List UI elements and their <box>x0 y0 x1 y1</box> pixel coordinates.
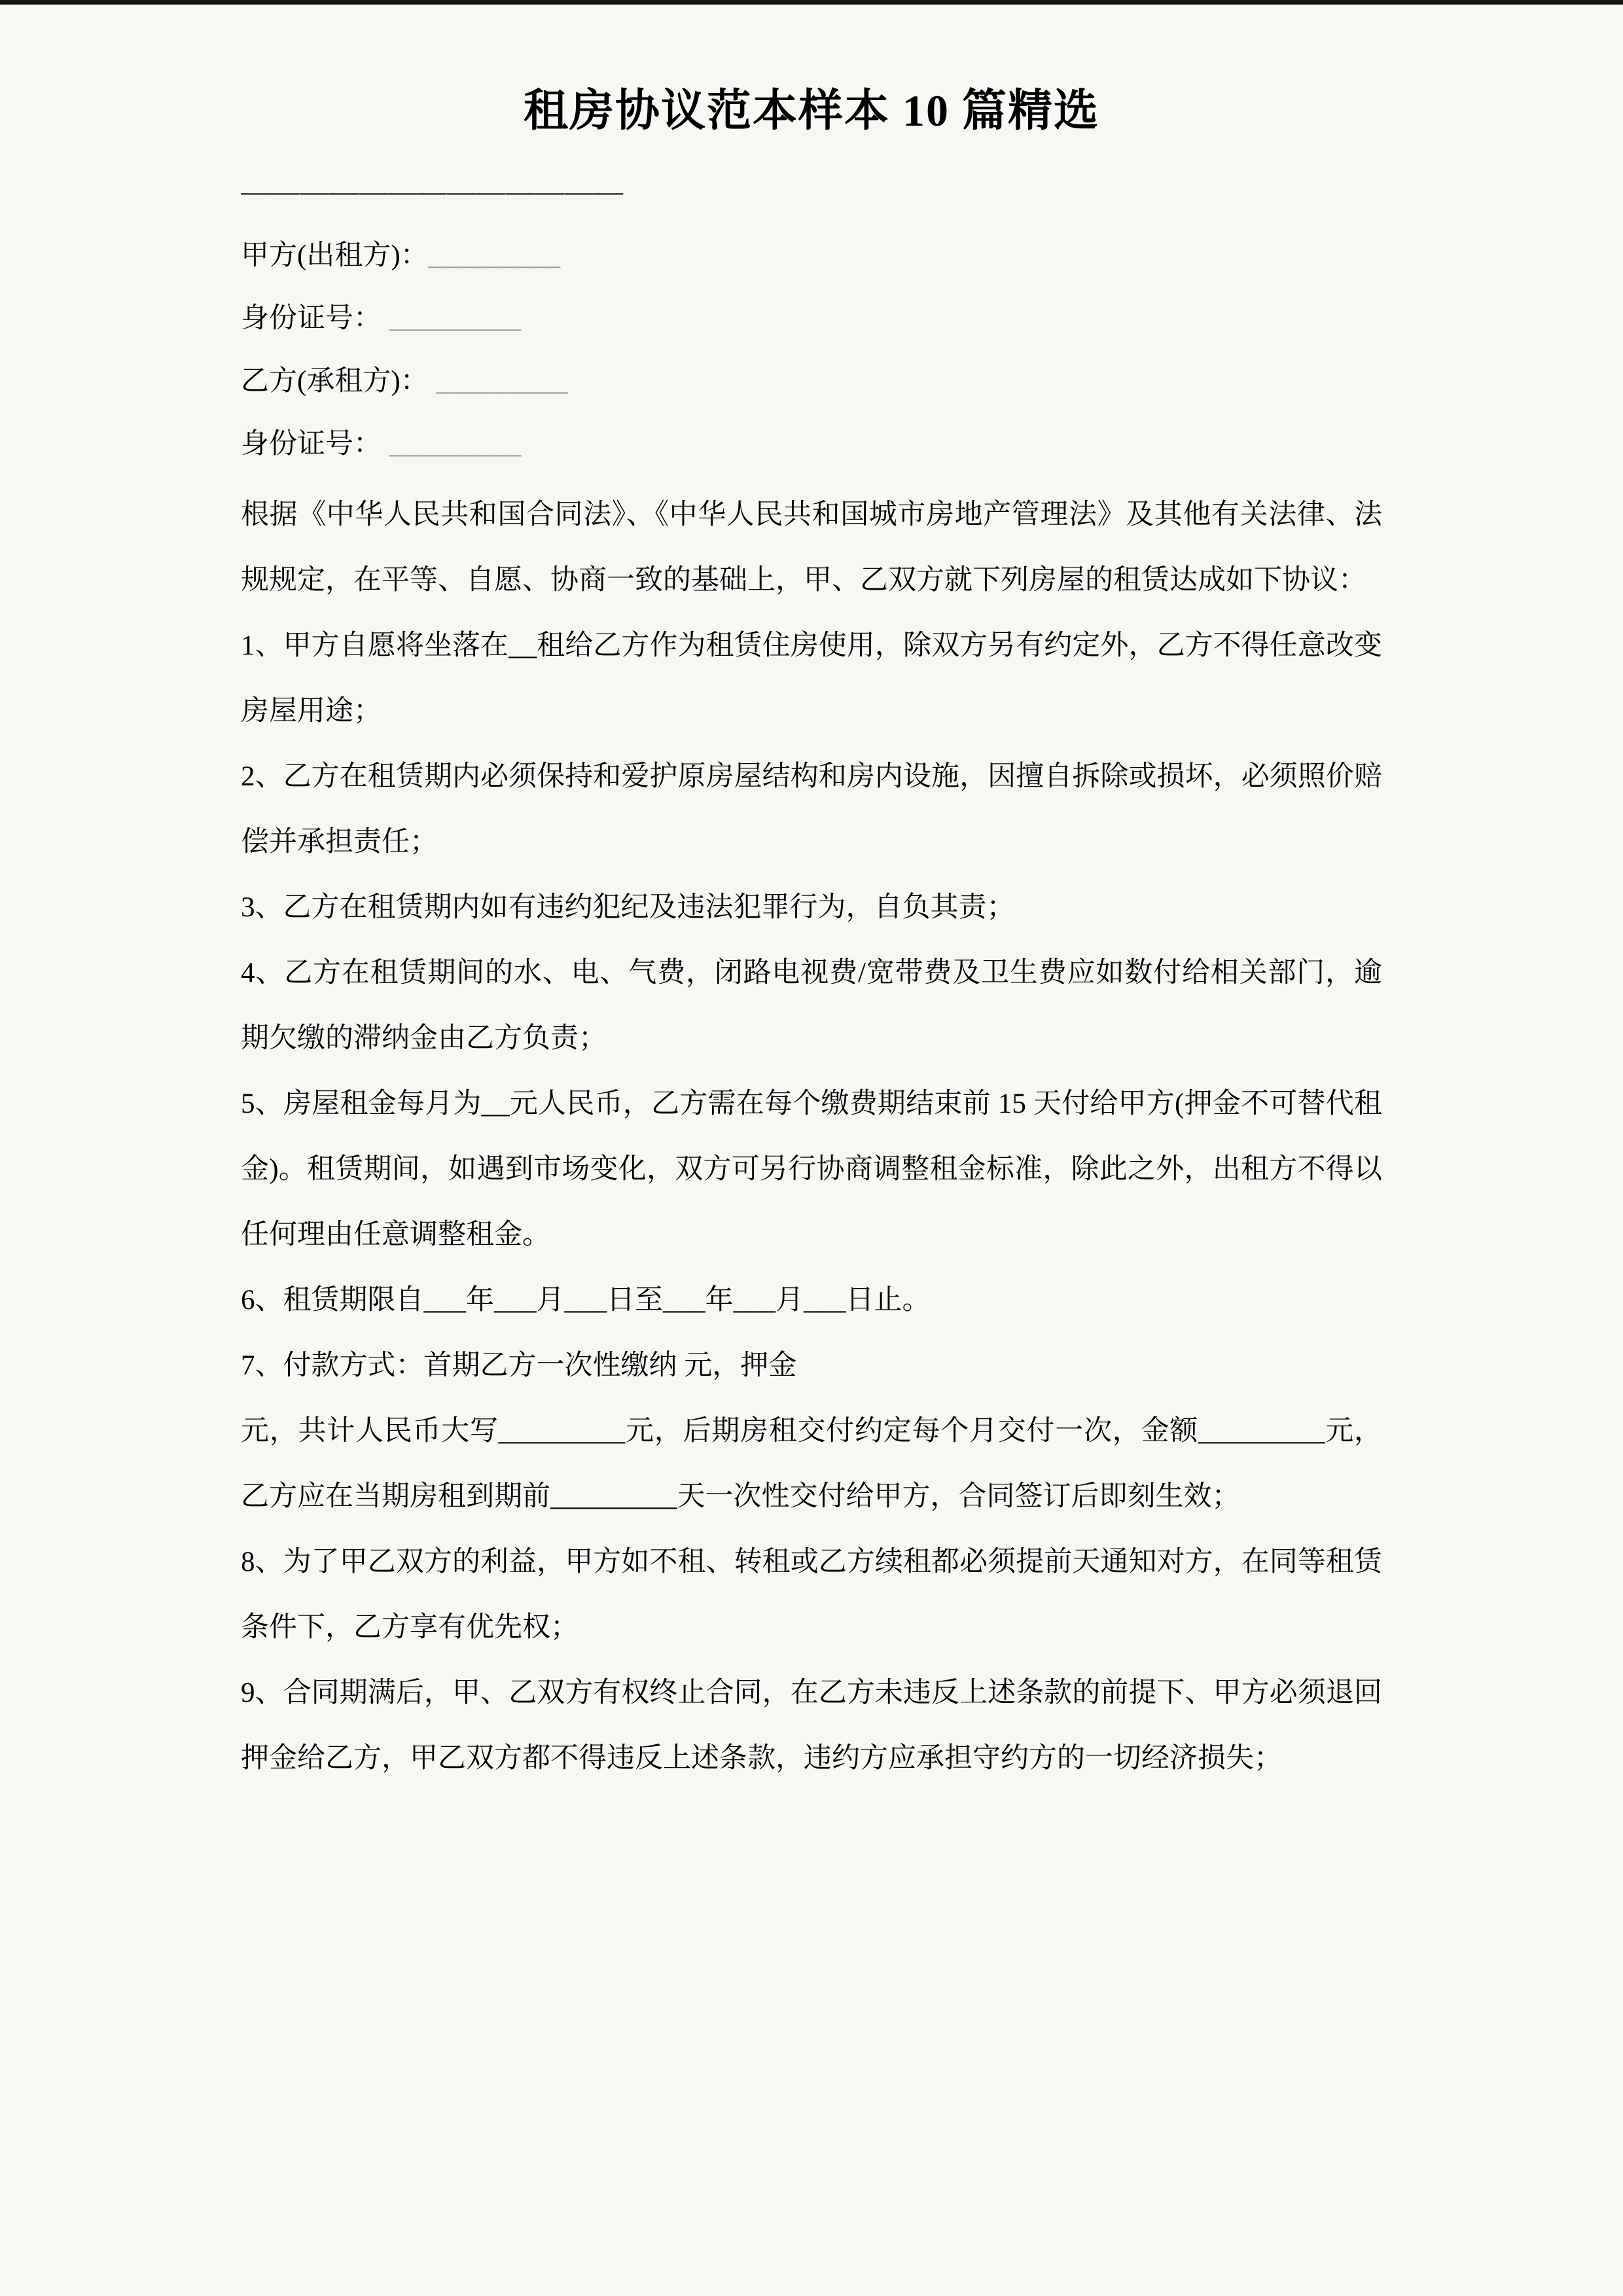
field-row-party-b <box>241 350 1382 413</box>
paragraph-intro: 根据《中华人民共和国合同法》、《中华人民共和国城市房地产管理法》及其他有关法律、法规规定，在平等、自愿、协商一致的基础上，甲、乙双方就下列房屋的租赁达成如下协议： <box>241 499 1382 596</box>
document-title: 租房协议范本样本 10 篇精选 <box>523 86 1099 135</box>
field-blank-id-b: _________ <box>382 429 522 460</box>
paragraph-clause-2: 2、乙方在租赁期内必须保持和爱护原房屋结构和房内设施，因擅自拆除或损坏，必须照价赔偿并承担责任； <box>241 761 1382 858</box>
paragraph-clause-5: 5、房屋租金每月为__元人民币，乙方需在每个缴费期结束前 15 天付给甲方(押金不可替代租金)。租赁期间，如遇到市场变化，双方可另行协商调整租金标准，除此之外，出租方不得以任何理由任意调整租金。 <box>241 1088 1382 1251</box>
field-label-id-b: 身份证号： <box>241 429 382 460</box>
paragraph-clause-7: 7、付款方式：首期乙方一次性缴纳 元，押金 <box>241 1350 797 1382</box>
field-row-party-a <box>241 224 1382 287</box>
field-label-party-b: 乙方(承租方)： <box>241 366 429 397</box>
field-blank-party-b: _________ <box>428 366 569 397</box>
paragraph-clause-8: 8、为了甲乙双方的利益，甲方如不租、转租或乙方续租都必须提前天通知对方，在同等租赁条件下，乙方享有优先权； <box>241 1547 1382 1643</box>
field-row-id-a <box>241 287 1382 350</box>
paragraph-clause-7-cont: 元，共计人民币大写_________元，后期房租交付约定每个月交付一次，金额_________元，乙方应在当期房租到期前_________天一次性交付给甲方，合同签订后即刻生效； <box>241 1416 1382 1513</box>
paragraph-clause-3: 3、乙方在租赁期内如有违约犯纪及违法犯罪行为，自负其责； <box>241 892 1015 924</box>
paragraph-clause-1: 1、甲方自愿将坐落在__租给乙方作为租赁住房使用，除双方另有约定外，乙方不得任意改变房屋用途； <box>241 630 1382 727</box>
divider-dashes: ————————————— <box>241 175 624 208</box>
field-row-id-b <box>241 413 1382 476</box>
field-label-id-a: 身份证号： <box>241 303 382 334</box>
field-label-party-a: 甲方(出租方)： <box>241 240 429 272</box>
paragraph-clause-4: 4、乙方在租赁期间的水、电、气费，闭路电视费/宽带费及卫生费应如数付给相关部门，逾期欠缴的滞纳金由乙方负责； <box>241 958 1382 1054</box>
paragraph-clause-9: 9、合同期满后，甲、乙双方有权终止合同，在乙方未违反上述条款的前提下、甲方必须退回押金给乙方，甲乙双方都不得违反上述条款，违约方应承担守约方的一切经济损失； <box>241 1677 1382 1774</box>
document-page <box>0 5 1623 2296</box>
paragraph-clause-6: 6、租赁期限自___年___月___日至___年___月___日止。 <box>241 1285 931 1316</box>
field-blank-id-a: _________ <box>382 303 522 334</box>
field-blank-party-a: _________ <box>428 240 562 272</box>
